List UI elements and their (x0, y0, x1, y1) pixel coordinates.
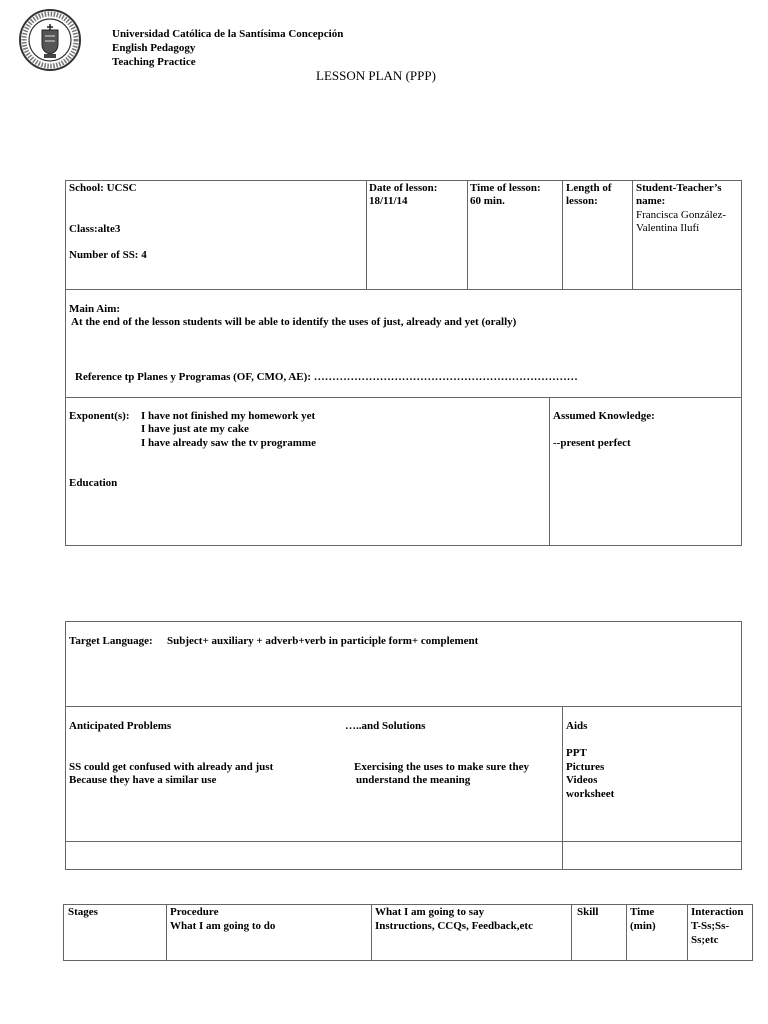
target-language-label: Target Language: (69, 635, 153, 647)
target-language-table (65, 621, 742, 870)
say-header: What I am going to say (375, 906, 485, 918)
main-aim-label: Main Aim: (69, 303, 121, 315)
procedure-header: Procedure (170, 906, 219, 918)
teacher-label-2: name: (636, 195, 666, 207)
interaction-subheader: T-Ss;Ss- (691, 920, 730, 932)
length-label: Length of (566, 182, 612, 194)
anticipated-problems-label: Anticipated Problems (69, 720, 172, 732)
exponent-item: I have just ate my cake (141, 423, 249, 435)
solution-line: Exercising the uses to make sure they (354, 761, 529, 773)
school-field: School: UCSC (69, 182, 137, 194)
exponent-item: I have not finished my homework yet (141, 410, 316, 422)
aid-item: Pictures (566, 761, 605, 773)
number-ss-field: Number of SS: 4 (69, 249, 147, 261)
aid-item: Videos (566, 774, 598, 786)
course-name: Teaching Practice (112, 56, 196, 68)
exponent-item: I have already saw the tv programme (141, 437, 316, 449)
class-field: Class:alte3 (69, 223, 121, 235)
stages-header: Stages (68, 906, 98, 918)
teacher-name: Francisca González- (636, 209, 727, 221)
solution-line: understand the meaning (356, 774, 471, 786)
teacher-name-2: Valentina Ilufí (636, 222, 700, 234)
reference-line: Reference tp Planes y Programas (OF, CMO, AE): ……………………………………………………………… (75, 371, 578, 383)
university-seal (18, 8, 82, 72)
length-label-2: lesson: (566, 195, 598, 207)
time-subheader: (min) (630, 920, 656, 932)
say-subheader: Instructions, CCQs, Feedback,etc (375, 920, 533, 932)
university-name: Universidad Católica de la Santísima Concepción (112, 28, 344, 40)
target-language-text: Subject+ auxiliary + adverb+verb in participle form+ complement (167, 635, 479, 647)
skill-header: Skill (577, 906, 599, 918)
problem-line: SS could get confused with already and just (69, 761, 274, 773)
interaction-header: Interaction (691, 906, 744, 918)
time-label: Time of lesson: (470, 182, 541, 194)
time-value: 60 min. (470, 195, 505, 207)
assumed-knowledge-label: Assumed Knowledge: (553, 410, 655, 422)
procedure-subheader: What I am going to do (170, 920, 276, 932)
solutions-label: …..and Solutions (345, 720, 426, 732)
aid-item: PPT (566, 747, 587, 759)
time-header: Time (630, 906, 655, 918)
page-title: LESSON PLAN (PPP) (316, 68, 436, 83)
department-name: English Pedagogy (112, 42, 196, 54)
date-label: Date of lesson: (369, 182, 438, 194)
date-value: 18/11/14 (369, 195, 408, 207)
assumed-knowledge-value: --present perfect (553, 437, 631, 449)
aids-label: Aids (566, 720, 588, 732)
interaction-subheader: Ss;etc (691, 934, 719, 946)
problem-line: Because they have a similar use (69, 774, 217, 786)
teacher-label: Student-Teacher’s (636, 182, 722, 194)
main-aim-text: At the end of the lesson students will be able to identify the uses of just, already and yet (orally) (71, 316, 517, 328)
aid-item: worksheet (566, 788, 615, 800)
education-label: Education (69, 477, 118, 489)
exponents-label: Exponent(s): (69, 410, 130, 422)
